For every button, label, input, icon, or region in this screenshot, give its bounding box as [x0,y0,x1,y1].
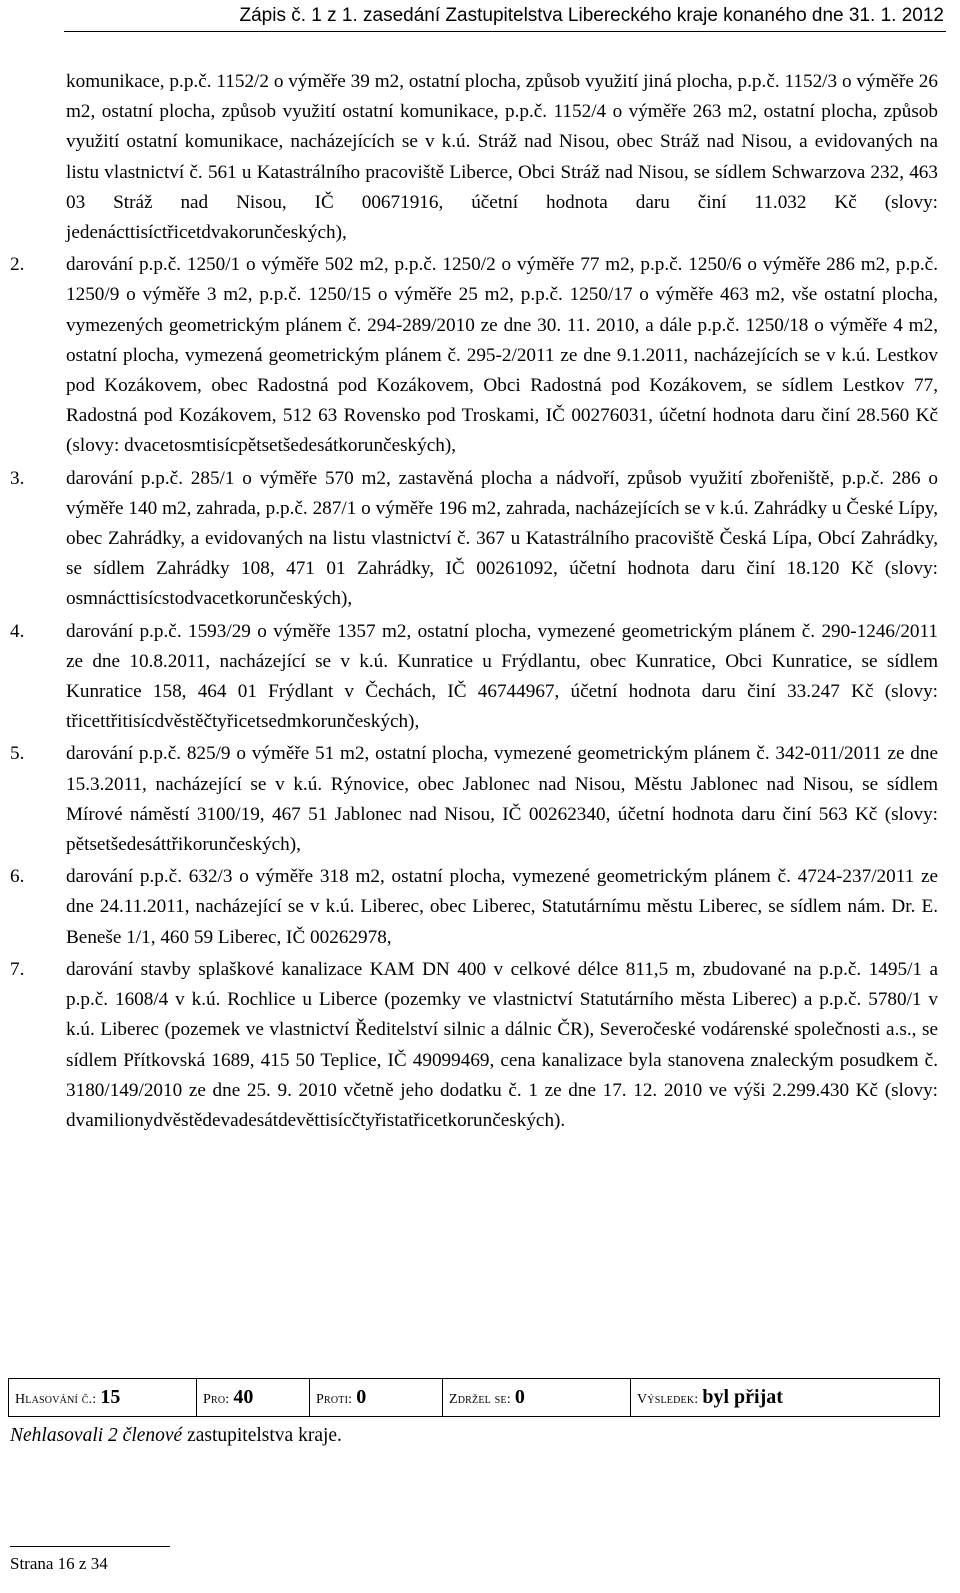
vote-zdrzel-label: Zdržel se: [449,1392,511,1407]
vote-result-cell [631,1379,940,1417]
vote-zdrzel-cell [443,1379,631,1417]
vote-proti-cell [310,1379,443,1417]
vote-result-table [8,1378,940,1417]
document-body [10,67,938,1138]
item-number: 7. [10,958,25,980]
header-divider [64,31,946,32]
vote-result-label: Výsledek: [637,1392,699,1407]
item-number: 2. [10,254,25,276]
page-number: Strana 16 z 34 [10,1554,108,1573]
page-header: Zápis č. 1 z 1. zasedání Zastupitelstva Libereckého kraje konaného dne 31. 1. 2012 [239,5,944,26]
list-item [10,955,938,1136]
footer-divider [10,1546,170,1547]
list-item [10,862,938,953]
absence-note [10,1423,342,1449]
item-text: darování p.p.č. 285/1 o výměře 570 m2, zastavěná plocha a nádvoří, způsob využití zbořeniště, p.p.č. 286 o výměře 140 m2, zahrada, p.p.č. 287/1 o výměře 196 m2, zahrada, nacházejících se v k.ú. Zahrádky u České Lípy, obec Zahrádky, a evidovaných na listu vlastnictví č. 367 u Katastrálního pracoviště Česká Lípa, Obcí Zahrádky, se sídlem Zahrádky 108, 471 01 Zahrádky, IČ 00261092, účetní hodnota daru činí 18.120 Kč (slovy: osmnácttisícstodvacetkorunčeských), [66,467,938,610]
item-text: darování p.p.č. 1250/1 o výměře 502 m2, p.p.č. 1250/2 o výměře 77 m2, p.p.č. 1250/6 o výměře 286 m2, p.p.č. 1250/9 o výměře 3 m2, p.p.č. 1250/15 o výměře 25 m2, p.p.č. 1250/17 o výměře 463 m2, vše ostatní plocha, vymezených geometrickým plánem č. 294-289/2010 ze dne 30. 11. 2010, a dále p.p.č. 1250/18 o výměře 4 m2, ostatní plocha, vymezená geometrickým plánem č. 295-2/2011 ze dne 9.1.2011, nacházejících se v k.ú. Lestkov pod Kozákovem, obec Radostná pod Kozákovem, Obci Radostná pod Kozákovem, se sídlem Lestkov 77, Radostná pod Kozákovem, 512 63 Rovensko pod Troskami, IČ 00276031, účetní hodnota daru činí 28.560 Kč (slovy: dvacetosmtisícpětsetšedesátkorunčeských), [66,254,938,457]
intro-paragraph: komunikace, p.p.č. 1152/2 o výměře 39 m2, ostatní plocha, způsob využití jiná plocha, p.p.č. 1152/3 o výměře 26 m2, ostatní plocha, způsob využití ostatní komunikace, p.p.č. 1152/4 o výměře 263 m2, ostatní plocha, způsob využití ostatní komunikace, nacházejících se v k.ú. Stráž nad Nisou, obec Stráž nad Nisou, a evidovaných na listu vlastnictví č. 561 u Katastrálního pracoviště Liberce, Obci Stráž nad Nisou, se sídlem Schwarzova 232, 463 03 Stráž nad Nisou, IČ 00671916, účetní hodnota daru činí 11.032 Kč (slovy: jedenácttisíctřicetdvakorunčeských), [66,71,938,244]
item-number: 6. [10,866,25,888]
item-number: 4. [10,620,25,642]
vote-number-label: Hlasování č.: [15,1392,97,1407]
absence-note-rest: zastupitelstva kraje. [182,1425,342,1446]
vote-proti-value: 0 [356,1386,367,1408]
absence-note-italic: Nehlasovali 2 členové [10,1425,183,1446]
item-text: darování stavby splaškové kanalizace KAM DN 400 v celkové délce 811,5 m, zbudované na p.p.č. 1495/1 a p.p.č. 1608/4 v k.ú. Rochlice u Liberce (pozemky ve vlastnictví Statutárního města Liberec) a p.p.č. 5780/1 v k.ú. Liberec (pozemek ve vlastnictví Ředitelství silnic a dálnic ČR), Severočeské vodárenské společnosti a.s., se sídlem Přítkovská 1689, 415 50 Teplice, IČ 49099469, cena kanalizace byla stanovena znaleckým posudkem č. 3180/149/2010 ze dne 25. 9. 2010 včetně jeho dodatku č. 1 ze dne 17. 12. 2010 ve výši 2.299.430 Kč (slovy: dvamilionydvěstědevadesátdevěttisícčtyřistatřicetkorunčeských). [66,958,938,1131]
item-text: darování p.p.č. 825/9 o výměře 51 m2, ostatní plocha, vymezené geometrickým plánem č. 342-011/2011 ze dne 15.3.2011, nacházející se v k.ú. Rýnovice, obec Jablonec nad Nisou, Městu Jablonec nad Nisou, se sídlem Mírové náměstí 3100/19, 467 51 Jablonec nad Nisou, IČ 00262340, účetní hodnota daru činí 563 Kč (slovy: pětsetšedesáttřikorunčeských), [66,743,938,856]
vote-pro-value: 40 [233,1386,254,1408]
vote-result-value: byl přijat [702,1386,783,1408]
list-item [10,464,938,615]
vote-number-cell [9,1379,197,1417]
item-text: darování p.p.č. 1593/29 o výměře 1357 m2, ostatní plocha, vymezené geometrickým plánem č. 290-1246/2011 ze dne 10.8.2011, nacházející se v k.ú. Kunratice u Frýdlantu, obec Kunratice, Obci Kunratice, se sídlem Kunratice 158, 464 01 Frýdlant v Čechách, IČ 46744967, účetní hodnota daru činí 33.247 Kč (slovy: třicettřitisícdvěstěčtyřicetsedmkorunčeských), [66,620,938,733]
vote-row [9,1379,940,1417]
item-number: 3. [10,467,25,489]
vote-zdrzel-value: 0 [514,1386,525,1408]
vote-number-value: 15 [100,1386,121,1408]
item-number: 5. [10,743,25,765]
list-item [10,617,938,738]
vote-proti-label: Proti: [316,1392,353,1407]
list-item [10,739,938,860]
item-text: darování p.p.č. 632/3 o výměře 318 m2, ostatní plocha, vymezené geometrickým plánem č. 4724-237/2011 ze dne 24.11.2011, nacházející se v k.ú. Liberec, obec Liberec, Statutárnímu městu Liberec, se sídlem nám. Dr. E. Beneše 1/1, 460 59 Liberec, IČ 00262978, [66,866,938,948]
vote-pro-label: Pro: [203,1392,230,1407]
list-item [10,250,938,461]
vote-pro-cell [197,1379,310,1417]
